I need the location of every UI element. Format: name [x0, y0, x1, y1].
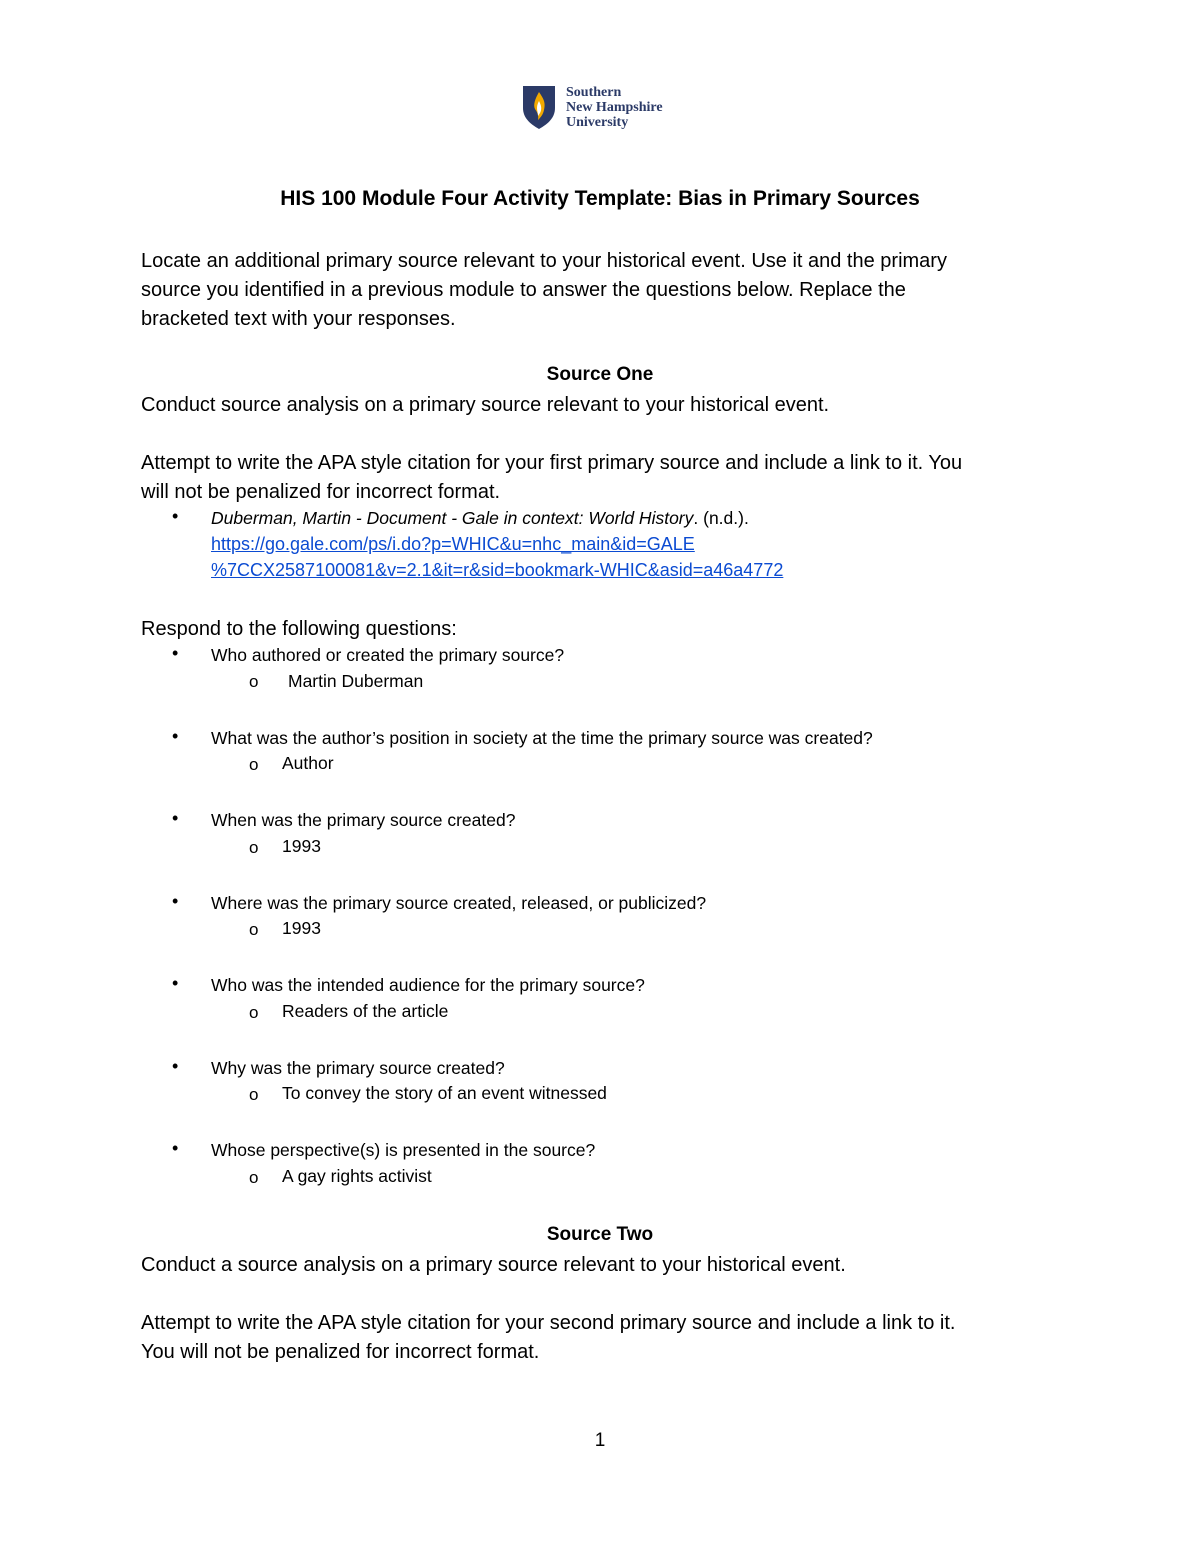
answer-2: Author — [282, 753, 334, 773]
bullet-icon: • — [172, 973, 179, 993]
page-number: 1 — [594, 1430, 606, 1451]
questions-heading: Respond to the following questions: — [141, 618, 457, 640]
answer-3: 1993 — [282, 836, 321, 856]
answer-4: 1993 — [282, 918, 321, 938]
shield-flame-icon — [521, 84, 557, 130]
question-3: When was the primary source created? — [211, 810, 516, 830]
logo-line-1: Southern — [566, 85, 622, 100]
logo-wordmark — [566, 85, 663, 130]
question-1: Who authored or created the primary source? — [211, 645, 565, 665]
citation-date: . (n.d.). — [693, 508, 749, 528]
bullet-icon: • — [172, 726, 179, 746]
source-one-link-cont[interactable] — [211, 560, 783, 581]
sub-bullet-icon: o — [249, 838, 259, 857]
logo-line-2: New Hampshire — [566, 100, 663, 115]
citation-italic: Duberman, Martin - Document - Gale in context: World History — [211, 508, 694, 528]
intro-line-2: source you identified in a previous module to answer the questions below. Replace the — [141, 279, 906, 301]
intro-line-1: Locate an additional primary source relevant to your historical event. Use it and the primary — [141, 250, 947, 272]
sub-bullet-icon: o — [249, 1003, 259, 1022]
sub-bullet-icon: o — [249, 672, 259, 691]
answer-5: Readers of the article — [282, 1001, 449, 1021]
question-2: What was the author’s position in society at the time the primary source was created? — [211, 728, 873, 748]
bullet-icon: • — [172, 506, 179, 526]
source-one-heading: Source One — [546, 364, 654, 385]
snhu-logo — [521, 84, 691, 134]
answer-7: A gay rights activist — [282, 1166, 432, 1186]
answer-6: To convey the story of an event witnessed — [282, 1083, 607, 1103]
answer-1: Martin Duberman — [288, 671, 424, 691]
question-4: Where was the primary source created, released, or publicized? — [211, 893, 707, 913]
source-two-instruction: Conduct a source analysis on a primary source relevant to your historical event. — [141, 1254, 846, 1276]
source-two-heading: Source Two — [546, 1224, 654, 1245]
source-one-citation-prompt-2: will not be penalized for incorrect format. — [141, 481, 501, 503]
intro-line-3: bracketed text with your responses. — [141, 308, 456, 330]
source-one-link[interactable] — [211, 534, 695, 555]
source-one-instruction: Conduct source analysis on a primary source relevant to your historical event. — [141, 394, 830, 416]
source-one-citation-prompt-1: Attempt to write the APA style citation for your first primary source and include a link to it. You — [141, 452, 963, 474]
logo-line-3: University — [566, 115, 629, 130]
sub-bullet-icon: o — [249, 920, 259, 939]
question-6: Why was the primary source created? — [211, 1058, 505, 1078]
question-7: Whose perspective(s) is presented in the source? — [211, 1140, 596, 1160]
document-title: HIS 100 Module Four Activity Template: Bias in Primary Sources — [280, 187, 920, 210]
bullet-icon: • — [172, 808, 179, 828]
source-two-citation-prompt-1: Attempt to write the APA style citation for your second primary source and include a link to it. — [141, 1312, 956, 1334]
sub-bullet-icon: o — [249, 1168, 259, 1187]
bullet-icon: • — [172, 1056, 179, 1076]
citation-link-line-1[interactable]: https://go.gale.com/ps/i.do?p=WHIC&u=nhc_main&id=GALE — [211, 534, 695, 554]
source-two-citation-prompt-2: You will not be penalized for incorrect format. — [141, 1341, 540, 1363]
sub-bullet-icon: o — [249, 755, 259, 774]
question-5: Who was the intended audience for the primary source? — [211, 975, 645, 995]
bullet-icon: • — [172, 1138, 179, 1158]
citation-link-line-2[interactable]: %7CCX2587100081&v=2.1&it=r&sid=bookmark-WHIC&asid=a46a4772 — [211, 560, 784, 580]
source-one-citation — [211, 508, 749, 529]
sub-bullet-icon: o — [249, 1085, 259, 1104]
bullet-icon: • — [172, 643, 179, 663]
bullet-icon: • — [172, 891, 179, 911]
